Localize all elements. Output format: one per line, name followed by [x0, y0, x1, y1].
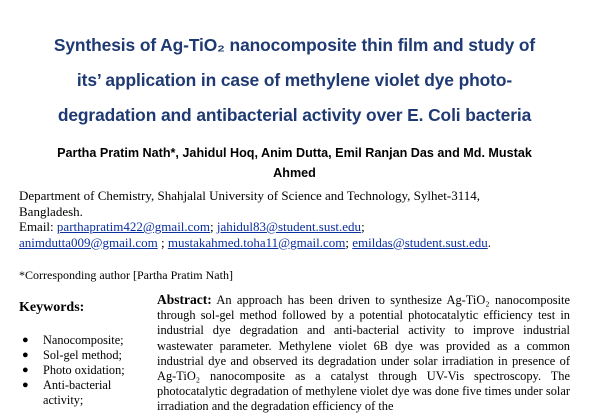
email-link-ahmed[interactable]: mustakahmed.toha11@gmail.com: [167, 234, 346, 250]
keyword-item: [22, 348, 153, 363]
email-terminator: .: [487, 234, 491, 250]
bullet-icon: ●: [22, 364, 29, 376]
email-link-das[interactable]: emildas@student.sust.edu: [352, 234, 488, 250]
keywords-list: [22, 333, 153, 408]
affiliation-line-1: Department of Chemistry, Shahjalal University of Science and Technology, Sylhet-3114,: [19, 188, 480, 203]
affiliation-block: [19, 188, 579, 250]
keyword-text: Sol-gel method;: [43, 348, 122, 362]
email-link-hoq[interactable]: jahidul83@student.sust.edu: [216, 219, 362, 234]
email-separator: ;: [157, 234, 168, 250]
email-line-2: [19, 235, 579, 251]
title-line-2: its’ application in case of methylene violet dye photo-: [76, 70, 513, 90]
keyword-text: Anti-bacterial activity;: [43, 378, 112, 407]
email-label: Email:: [19, 219, 57, 234]
author-list: [20, 143, 569, 183]
email-separator: ;: [361, 219, 365, 234]
keywords-heading: Keywords:: [19, 300, 85, 315]
keyword-text: Photo oxidation;: [43, 363, 125, 377]
title-line-3: degradation and antibacterial activity over E. Coli bacteria: [57, 105, 532, 125]
bullet-icon: ●: [22, 334, 29, 346]
bullet-icon: ●: [22, 349, 29, 361]
keyword-item: [22, 378, 153, 408]
email-separator: ;: [345, 234, 353, 250]
keyword-item: [22, 333, 153, 348]
author-line-1: Partha Pratim Nath*, Jahidul Hoq, Anim Dutta, Emil Ranjan Das and Md. Mustak: [57, 146, 532, 160]
email-line-1: [19, 219, 579, 235]
title-line-1: Synthesis of Ag-TiO₂ nanocomposite thin film and study of: [53, 35, 536, 55]
paper-title: [22, 28, 567, 133]
email-link-nath[interactable]: parthapratim422@gmail.com: [56, 219, 211, 234]
author-line-2: Ahmed: [273, 166, 316, 180]
abstract-text: An approach has been driven to synthesize Ag-TiO₂ nanocomposite through sol-gel method followed by a potential photocatalytic efficiency test in industrial dye degradation and anti-bacterial activity to improve industrial wastewater parameter. Methylene violet 6B dye was provided as a common industrial dye and observed its degradation under solar irradiation in presence of Ag-TiO₂ nanocomposite as a catalyst through UV-Vis spectroscopy. The photocatalytic degradation of methylene violet dye was done five times under solar irradiation and the degradation efficiency of the: [157, 293, 570, 414]
keyword-text: Nanocomposite;: [43, 333, 124, 347]
email-separator: ;: [210, 219, 217, 234]
keyword-item: [22, 363, 153, 378]
abstract-label: Abstract:: [157, 292, 212, 307]
abstract-block: [157, 292, 570, 415]
affiliation-line-2: Bangladesh.: [19, 203, 83, 219]
bullet-icon: ●: [22, 379, 29, 391]
email-link-dutta[interactable]: animdutta009@gmail.com: [19, 234, 158, 250]
corresponding-author-note: *Corresponding author [Partha Pratim Nath]: [19, 268, 233, 282]
